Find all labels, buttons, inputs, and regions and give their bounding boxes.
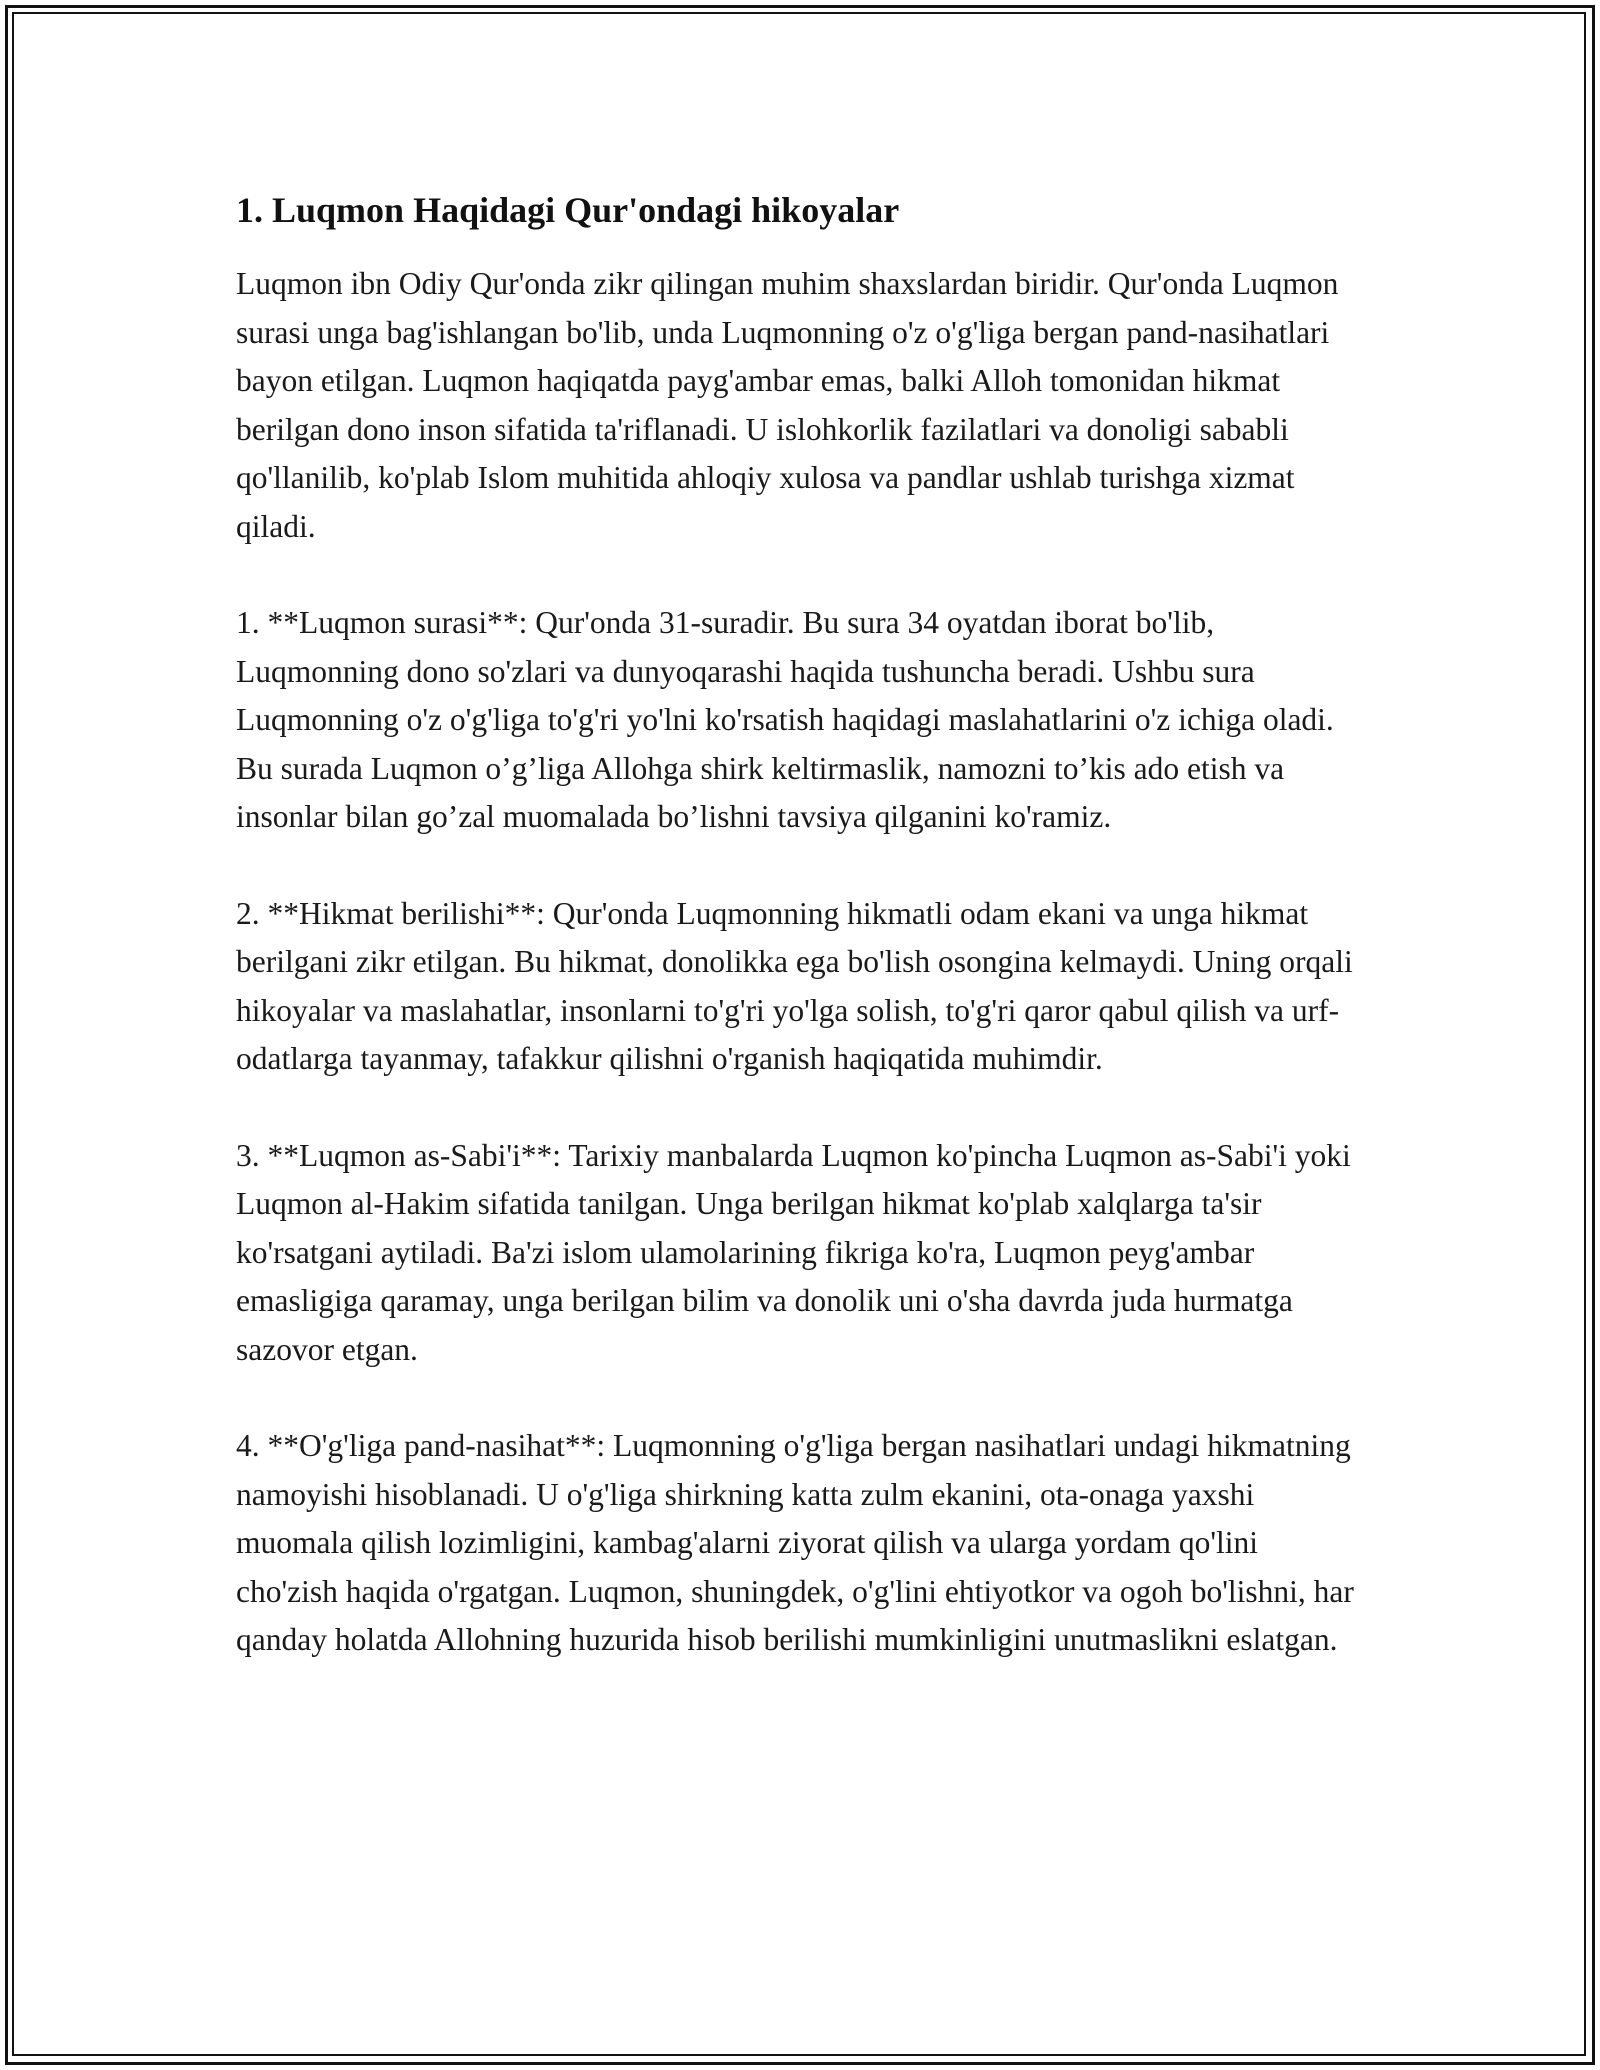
list-item-luqmon-as-sabii: 3. **Luqmon as-Sabi'i**: Tarixiy manbalarda Luqmon ko'pincha Luqmon as-Sabi'i yoki Luqmon al-Hakim sifatida tanilgan. Unga berilgan hikmat ko'plab xalqlarga ta'sir ko'rsatgani aytiladi. Ba'zi islom ulamolarining fikriga ko'ra, Luqmon peyg'ambar emasligiga qaramay, unga berilgan bilim va donolik uni o'sha davrda juda hurmatga sazovor etgan. (236, 1137, 1351, 1367)
list-item-hikmat-berilishi: 2. **Hikmat berilishi**: Qur'onda Luqmonning hikmatli odam ekani va unga hikmat berilgani zikr etilgan. Bu hikmat, donolikka ega bo'lish osongina kelmaydi. Uning orqali hikoyalar va maslahatlar, insonlarni to'g'ri yo'lga solish, to'g'ri qaror qabul qilish va urf-odatlarga tayanmay, tafakkur qilishni o'rganish haqiqatida muhimdir. (236, 895, 1353, 1076)
intro-paragraph: Luqmon ibn Odiy Qur'onda zikr qilingan muhim shaxslardan biridir. Qur'onda Luqmon surasi unga bag'ishlangan bo'lib, unda Luqmonning o'z o'g'liga bergan pand-nasihatlari bayon etilgan. Luqmon haqiqatda payg'ambar emas, balki Alloh tomonidan hikmat berilgan dono inson sifatida ta'riflanadi. U islohkorlik fazilatlari va donoligi sababli qo'llanilib, ko'plab Islom muhitida ahloqiy xulosa va pandlar ushlab turishga xizmat qiladi. (236, 266, 1339, 544)
list-item-luqmon-surasi: 1. **Luqmon surasi**: Qur'onda 31-suradir. Bu sura 34 oyatdan iborat bo'lib, Luqmonning dono so'zlari va dunyoqarashi haqida tushuncha beradi. Ushbu sura Luqmonning o'z o'g'liga to'g'ri yo'lni ko'rsatish haqidagi maslahatlarini o'z ichiga oladi. Bu surada Luqmon o’g’liga Allohga shirk keltirmaslik, namozni to’kis ado etish va insonlar bilan go’zal muomalada bo’lishni tavsiya qilganini ko'ramiz. (236, 605, 1334, 834)
list-item-pand-nasihat: 4. **O'g'liga pand-nasihat**: Luqmonning o'g'liga bergan nasihatlari undagi hikmatning namoyishi hisoblanadi. U o'g'liga shirkning katta zulm ekanini, ota-onaga yaxshi muomala qilish lozimligini, kambag'alarni ziyorat qilish va ularga yordam qo'lini cho'zish haqida o'rgatgan. Luqmon, shuningdek, o'g'lini ehtiyotkor va ogoh bo'lishni, har qanday holatda Allohning huzurida hisob berilishi mumkinligini unutmaslikni eslatgan. (236, 1428, 1354, 1657)
document-body (236, 186, 1366, 1713)
document-title: 1. Luqmon Haqidagi Qur'ondagi hikoyalar (236, 190, 900, 230)
